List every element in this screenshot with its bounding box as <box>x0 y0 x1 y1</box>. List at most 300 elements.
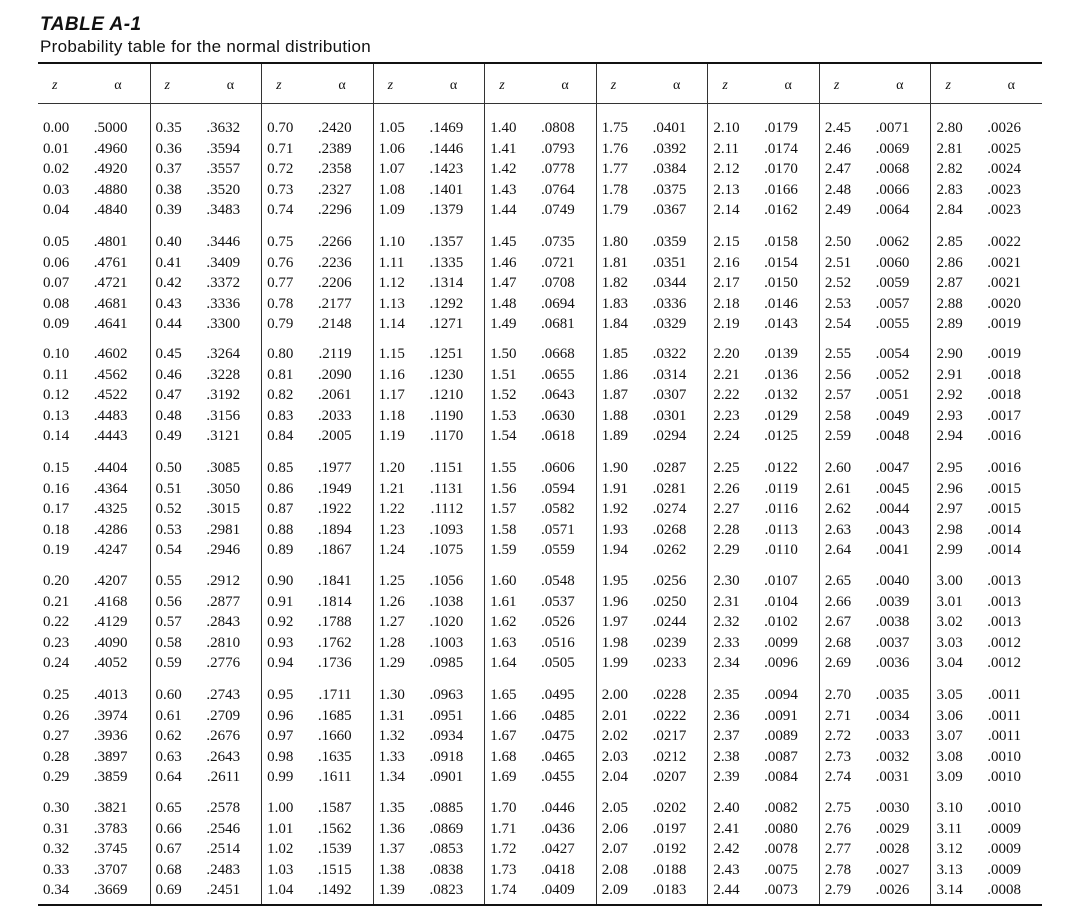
table-row <box>374 767 486 788</box>
table-row <box>485 314 597 335</box>
z-value: 2.34 <box>713 655 740 672</box>
table-row <box>931 232 1043 253</box>
z-value: 2.22 <box>713 387 740 404</box>
table-row <box>485 726 597 747</box>
table-row <box>931 118 1043 139</box>
alpha-value: .0116 <box>764 501 798 518</box>
table-row <box>485 839 597 860</box>
probability-table <box>38 64 1042 904</box>
z-value: 1.94 <box>601 542 629 559</box>
z-value: 1.53 <box>490 407 517 424</box>
z-value: 0.77 <box>267 275 294 292</box>
table-row <box>151 685 263 706</box>
table-row <box>931 520 1043 541</box>
alpha-value: .0032 <box>875 748 910 765</box>
alpha-value: .0011 <box>987 687 1021 703</box>
z-value: 0.64 <box>155 769 182 786</box>
alpha-value: .0630 <box>541 407 575 424</box>
alpha-value: .0749 <box>541 202 575 219</box>
z-value: 2.99 <box>936 542 963 559</box>
alpha-value: .0019 <box>987 316 1021 333</box>
z-value: 3.06 <box>936 707 963 724</box>
z-value: 2.69 <box>824 655 852 672</box>
z-value: 2.19 <box>713 316 740 333</box>
z-value: 0.26 <box>43 707 70 724</box>
table-row <box>485 232 597 253</box>
table-row <box>485 180 597 201</box>
alpha-value: .1977 <box>317 460 352 476</box>
alpha-value: .0934 <box>429 728 464 745</box>
alpha-value: .4013 <box>93 687 128 703</box>
z-value: 1.40 <box>490 120 517 136</box>
z-value: 1.16 <box>378 366 405 383</box>
alpha-value: .4880 <box>93 181 128 198</box>
table-row <box>151 118 263 139</box>
table-row <box>151 819 263 840</box>
z-value: 2.48 <box>824 181 852 198</box>
z-value: 3.13 <box>936 861 963 878</box>
alpha-value: .1379 <box>429 202 464 219</box>
z-header: z <box>387 78 394 93</box>
alpha-value: .0008 <box>987 882 1021 899</box>
table-row <box>485 458 597 479</box>
alpha-value: .2177 <box>317 295 352 312</box>
z-value: 1.41 <box>490 140 517 157</box>
z-value: 0.56 <box>155 593 182 610</box>
alpha-value: .0028 <box>875 841 910 858</box>
table-row <box>597 798 709 819</box>
table-row <box>38 273 150 294</box>
alpha-value: .1423 <box>429 161 464 178</box>
alpha-value: .0287 <box>652 460 687 476</box>
z-value: 2.26 <box>713 480 740 497</box>
alpha-value: .1587 <box>317 800 352 816</box>
z-value: 0.66 <box>155 820 182 837</box>
table-row <box>262 118 374 139</box>
alpha-value: .0057 <box>875 295 910 312</box>
z-value: 1.32 <box>378 728 405 745</box>
z-value: 2.39 <box>713 769 740 786</box>
table-row <box>485 520 597 541</box>
alpha-value: .0015 <box>987 501 1021 518</box>
z-value: 0.99 <box>267 769 294 786</box>
alpha-value: .0012 <box>987 655 1021 672</box>
table-row <box>597 365 709 386</box>
z-value: 0.43 <box>155 295 182 312</box>
z-value: 1.08 <box>378 181 405 198</box>
z-value: 1.61 <box>490 593 517 610</box>
table-row <box>485 612 597 633</box>
alpha-value: .0418 <box>541 861 575 878</box>
z-value: 2.43 <box>713 861 740 878</box>
alpha-value: .0049 <box>875 407 910 424</box>
table-row <box>151 139 263 160</box>
table-row <box>262 612 374 633</box>
table-row <box>597 880 709 901</box>
z-value: 1.97 <box>601 614 629 631</box>
table-row <box>485 747 597 768</box>
alpha-value: .2119 <box>318 346 352 362</box>
z-value: 2.54 <box>824 316 852 333</box>
table-row <box>262 592 374 613</box>
alpha-value: .0014 <box>987 521 1021 538</box>
table-row <box>262 385 374 406</box>
z-value: 0.86 <box>267 480 294 497</box>
alpha-value: .4052 <box>93 655 128 672</box>
alpha-value: .0778 <box>541 161 575 178</box>
z-value: 1.64 <box>490 655 517 672</box>
z-value: 2.03 <box>601 748 629 765</box>
table-row <box>151 180 263 201</box>
alpha-value: .0150 <box>764 275 798 292</box>
alpha-value: .3974 <box>93 707 128 724</box>
alpha-value: .0044 <box>875 501 910 518</box>
table-row <box>931 880 1043 901</box>
z-value: 0.52 <box>155 501 182 518</box>
z-value: 1.63 <box>490 634 517 651</box>
z-value: 1.88 <box>601 407 629 424</box>
alpha-value: .0262 <box>652 542 687 559</box>
z-value: 1.22 <box>378 501 405 518</box>
table-row <box>262 860 374 881</box>
alpha-value: .4641 <box>93 316 128 333</box>
z-value: 2.66 <box>824 593 852 610</box>
table-row <box>262 314 374 335</box>
z-value: 0.33 <box>43 861 70 878</box>
z-value: 1.72 <box>490 841 517 858</box>
table-row <box>708 232 820 253</box>
z-value: 3.08 <box>936 748 963 765</box>
z-value: 2.46 <box>824 140 852 157</box>
table-row <box>485 798 597 819</box>
table-row <box>708 540 820 561</box>
z-value: 0.41 <box>155 254 182 271</box>
table-row <box>374 726 486 747</box>
z-value: 3.00 <box>936 573 963 589</box>
alpha-value: .3409 <box>206 254 241 271</box>
alpha-value: .0183 <box>652 882 687 899</box>
table-row <box>708 159 820 180</box>
alpha-value: .0037 <box>875 634 910 651</box>
z-value: 2.91 <box>936 366 963 383</box>
alpha-value: .0013 <box>987 614 1021 631</box>
alpha-value: .0808 <box>541 120 575 136</box>
alpha-value: .1635 <box>317 748 352 765</box>
z-value: 1.65 <box>490 687 517 703</box>
alpha-value: .2090 <box>317 366 352 383</box>
z-value: 2.70 <box>824 687 852 703</box>
z-value: 0.63 <box>155 748 182 765</box>
table-row <box>262 767 374 788</box>
z-value: 2.11 <box>713 140 740 157</box>
z-value: 0.97 <box>267 728 294 745</box>
z-value: 0.83 <box>267 407 294 424</box>
table-row <box>38 294 150 315</box>
z-value: 0.84 <box>267 428 294 445</box>
z-value: 0.61 <box>155 707 182 724</box>
table-row <box>820 685 932 706</box>
table-row <box>151 839 263 860</box>
table-row <box>597 860 709 881</box>
table-row <box>820 819 932 840</box>
table-row <box>374 139 486 160</box>
z-value: 2.97 <box>936 501 963 518</box>
table-row <box>485 118 597 139</box>
z-value: 1.14 <box>378 316 405 333</box>
table-row <box>38 232 150 253</box>
z-value: 0.42 <box>155 275 182 292</box>
table-row <box>374 253 486 274</box>
alpha-value: .1611 <box>318 769 352 786</box>
table-row <box>931 294 1043 315</box>
alpha-value: .1314 <box>429 275 464 292</box>
table-row <box>262 273 374 294</box>
table-row <box>820 344 932 365</box>
z-value: 2.09 <box>601 882 629 899</box>
table-row <box>597 458 709 479</box>
alpha-value: .5000 <box>93 120 128 136</box>
z-value: 3.12 <box>936 841 963 858</box>
alpha-value: .4090 <box>93 634 128 651</box>
z-value: 2.83 <box>936 181 963 198</box>
z-value: 2.23 <box>713 407 740 424</box>
alpha-value: .0026 <box>875 882 910 899</box>
alpha-value: .0606 <box>541 460 575 476</box>
z-value: 2.49 <box>824 202 852 219</box>
z-value: 1.75 <box>601 120 629 136</box>
table-row <box>374 232 486 253</box>
z-value: 1.81 <box>601 254 629 271</box>
z-value: 1.84 <box>601 316 629 333</box>
alpha-value: .4325 <box>93 501 128 518</box>
alpha-value: .0122 <box>764 460 798 476</box>
alpha-value: .0022 <box>987 234 1021 250</box>
z-value: 2.30 <box>713 573 740 589</box>
alpha-value: .0228 <box>652 687 687 703</box>
alpha-value: .0951 <box>429 707 464 724</box>
z-value: 2.44 <box>713 882 740 899</box>
table-column <box>930 64 1043 904</box>
table-row <box>151 860 263 881</box>
z-value: 1.67 <box>490 728 517 745</box>
alpha-value: .0010 <box>987 800 1021 816</box>
alpha-value: .0011 <box>987 728 1021 745</box>
table-row <box>820 180 932 201</box>
table-row <box>485 139 597 160</box>
table-row <box>708 633 820 654</box>
table-row <box>151 159 263 180</box>
table-row <box>38 880 150 901</box>
table-row <box>708 839 820 860</box>
z-value: 0.76 <box>267 254 294 271</box>
z-value: 2.32 <box>713 614 740 631</box>
alpha-header: α <box>896 78 904 93</box>
alpha-value: .0250 <box>652 593 687 610</box>
alpha-value: .1711 <box>318 687 352 703</box>
table-row <box>820 273 932 294</box>
z-value: 1.07 <box>378 161 405 178</box>
alpha-value: .0125 <box>764 428 798 445</box>
z-value: 1.15 <box>378 346 405 362</box>
table-row <box>597 406 709 427</box>
table-row <box>820 406 932 427</box>
table-row <box>374 798 486 819</box>
alpha-value: .0078 <box>764 841 798 858</box>
alpha-value: .4207 <box>93 573 128 589</box>
z-value: 0.17 <box>43 501 70 518</box>
table-row <box>262 479 374 500</box>
table-row <box>931 406 1043 427</box>
alpha-value: .0192 <box>652 841 687 858</box>
z-value: 0.01 <box>43 140 70 157</box>
table-row <box>597 592 709 613</box>
table-row <box>38 458 150 479</box>
alpha-value: .2514 <box>206 841 241 858</box>
z-value: 2.81 <box>936 140 963 157</box>
table-row <box>485 344 597 365</box>
table-row <box>38 767 150 788</box>
table-row <box>262 200 374 221</box>
z-header: z <box>833 78 840 93</box>
z-value: 1.69 <box>490 769 517 786</box>
z-value: 1.18 <box>378 407 405 424</box>
table-row <box>820 385 932 406</box>
alpha-value: .3557 <box>206 161 241 178</box>
table-column <box>150 64 263 904</box>
table-row <box>151 540 263 561</box>
z-value: 1.46 <box>490 254 517 271</box>
table-row <box>708 571 820 592</box>
table-row <box>262 458 374 479</box>
z-value: 2.02 <box>601 728 629 745</box>
alpha-value: .0188 <box>652 861 687 878</box>
z-value: 1.13 <box>378 295 405 312</box>
table-row <box>262 180 374 201</box>
z-value: 2.77 <box>824 841 852 858</box>
z-value: 0.62 <box>155 728 182 745</box>
z-value: 0.88 <box>267 521 294 538</box>
table-row <box>485 571 597 592</box>
alpha-value: .0009 <box>987 861 1021 878</box>
z-value: 0.51 <box>155 480 182 497</box>
z-value: 0.20 <box>43 573 70 589</box>
table-row <box>597 118 709 139</box>
table-row <box>151 426 263 447</box>
alpha-value: .1736 <box>317 655 352 672</box>
z-value: 1.21 <box>378 480 405 497</box>
alpha-value: .0166 <box>764 181 798 198</box>
table-row <box>262 685 374 706</box>
table-row <box>151 499 263 520</box>
alpha-value: .0694 <box>541 295 575 312</box>
alpha-value: .0129 <box>764 407 798 424</box>
z-value: 0.93 <box>267 634 294 651</box>
z-value: 1.86 <box>601 366 629 383</box>
alpha-value: .1020 <box>429 614 464 631</box>
alpha-value: .0014 <box>987 542 1021 559</box>
table-row <box>931 159 1043 180</box>
z-value: 3.03 <box>936 634 963 651</box>
alpha-value: .2420 <box>317 120 352 136</box>
z-value: 2.86 <box>936 254 963 271</box>
table-row <box>820 159 932 180</box>
table-row <box>151 880 263 901</box>
z-value: 3.05 <box>936 687 963 703</box>
z-value: 2.90 <box>936 346 963 362</box>
table-row <box>38 726 150 747</box>
z-value: 0.89 <box>267 542 294 559</box>
alpha-value: .3300 <box>206 316 241 333</box>
table-row <box>485 294 597 315</box>
table-row <box>820 798 932 819</box>
alpha-value: .2451 <box>206 882 241 899</box>
z-value: 1.28 <box>378 634 405 651</box>
z-value: 0.49 <box>155 428 182 445</box>
alpha-value: .0064 <box>875 202 910 219</box>
z-value: 2.53 <box>824 295 852 312</box>
alpha-value: .0793 <box>541 140 575 157</box>
alpha-header: α <box>338 78 346 93</box>
alpha-value: .0336 <box>652 295 687 312</box>
table-row <box>931 458 1043 479</box>
alpha-value: .0026 <box>987 120 1021 136</box>
table-row <box>708 747 820 768</box>
table-row <box>151 706 263 727</box>
alpha-value: .0571 <box>541 521 575 538</box>
z-value: 2.16 <box>713 254 740 271</box>
table-row <box>708 880 820 901</box>
alpha-value: .1469 <box>429 120 464 136</box>
alpha-value: .0039 <box>875 593 910 610</box>
alpha-value: .0475 <box>541 728 575 745</box>
table-row <box>38 540 150 561</box>
alpha-value: .0082 <box>764 800 798 816</box>
alpha-value: .0207 <box>652 769 687 786</box>
alpha-value: .1271 <box>429 316 464 333</box>
table-row <box>708 479 820 500</box>
alpha-value: .1170 <box>430 428 464 445</box>
z-value: 1.31 <box>378 707 405 724</box>
z-value: 1.34 <box>378 769 405 786</box>
z-value: 2.89 <box>936 316 963 333</box>
table-row <box>597 180 709 201</box>
table-row <box>485 385 597 406</box>
table-row <box>597 685 709 706</box>
table-row <box>151 232 263 253</box>
table-row <box>820 726 932 747</box>
z-value: 1.23 <box>378 521 405 538</box>
table-row <box>820 118 932 139</box>
z-value: 3.09 <box>936 769 963 786</box>
table-row <box>262 819 374 840</box>
table-row <box>708 406 820 427</box>
z-value: 0.74 <box>267 202 294 219</box>
alpha-value: .2578 <box>206 800 241 816</box>
table-row <box>597 200 709 221</box>
alpha-value: .0047 <box>875 460 910 476</box>
alpha-value: .4522 <box>93 387 128 404</box>
table-row <box>374 458 486 479</box>
alpha-value: .3783 <box>93 820 128 837</box>
z-value: 1.60 <box>490 573 517 589</box>
z-value: 1.33 <box>378 748 405 765</box>
table-row <box>151 747 263 768</box>
alpha-value: .0027 <box>875 861 910 878</box>
alpha-value: .0018 <box>987 366 1021 383</box>
z-value: 1.52 <box>490 387 517 404</box>
table-row <box>374 839 486 860</box>
z-value: 2.07 <box>601 841 629 858</box>
